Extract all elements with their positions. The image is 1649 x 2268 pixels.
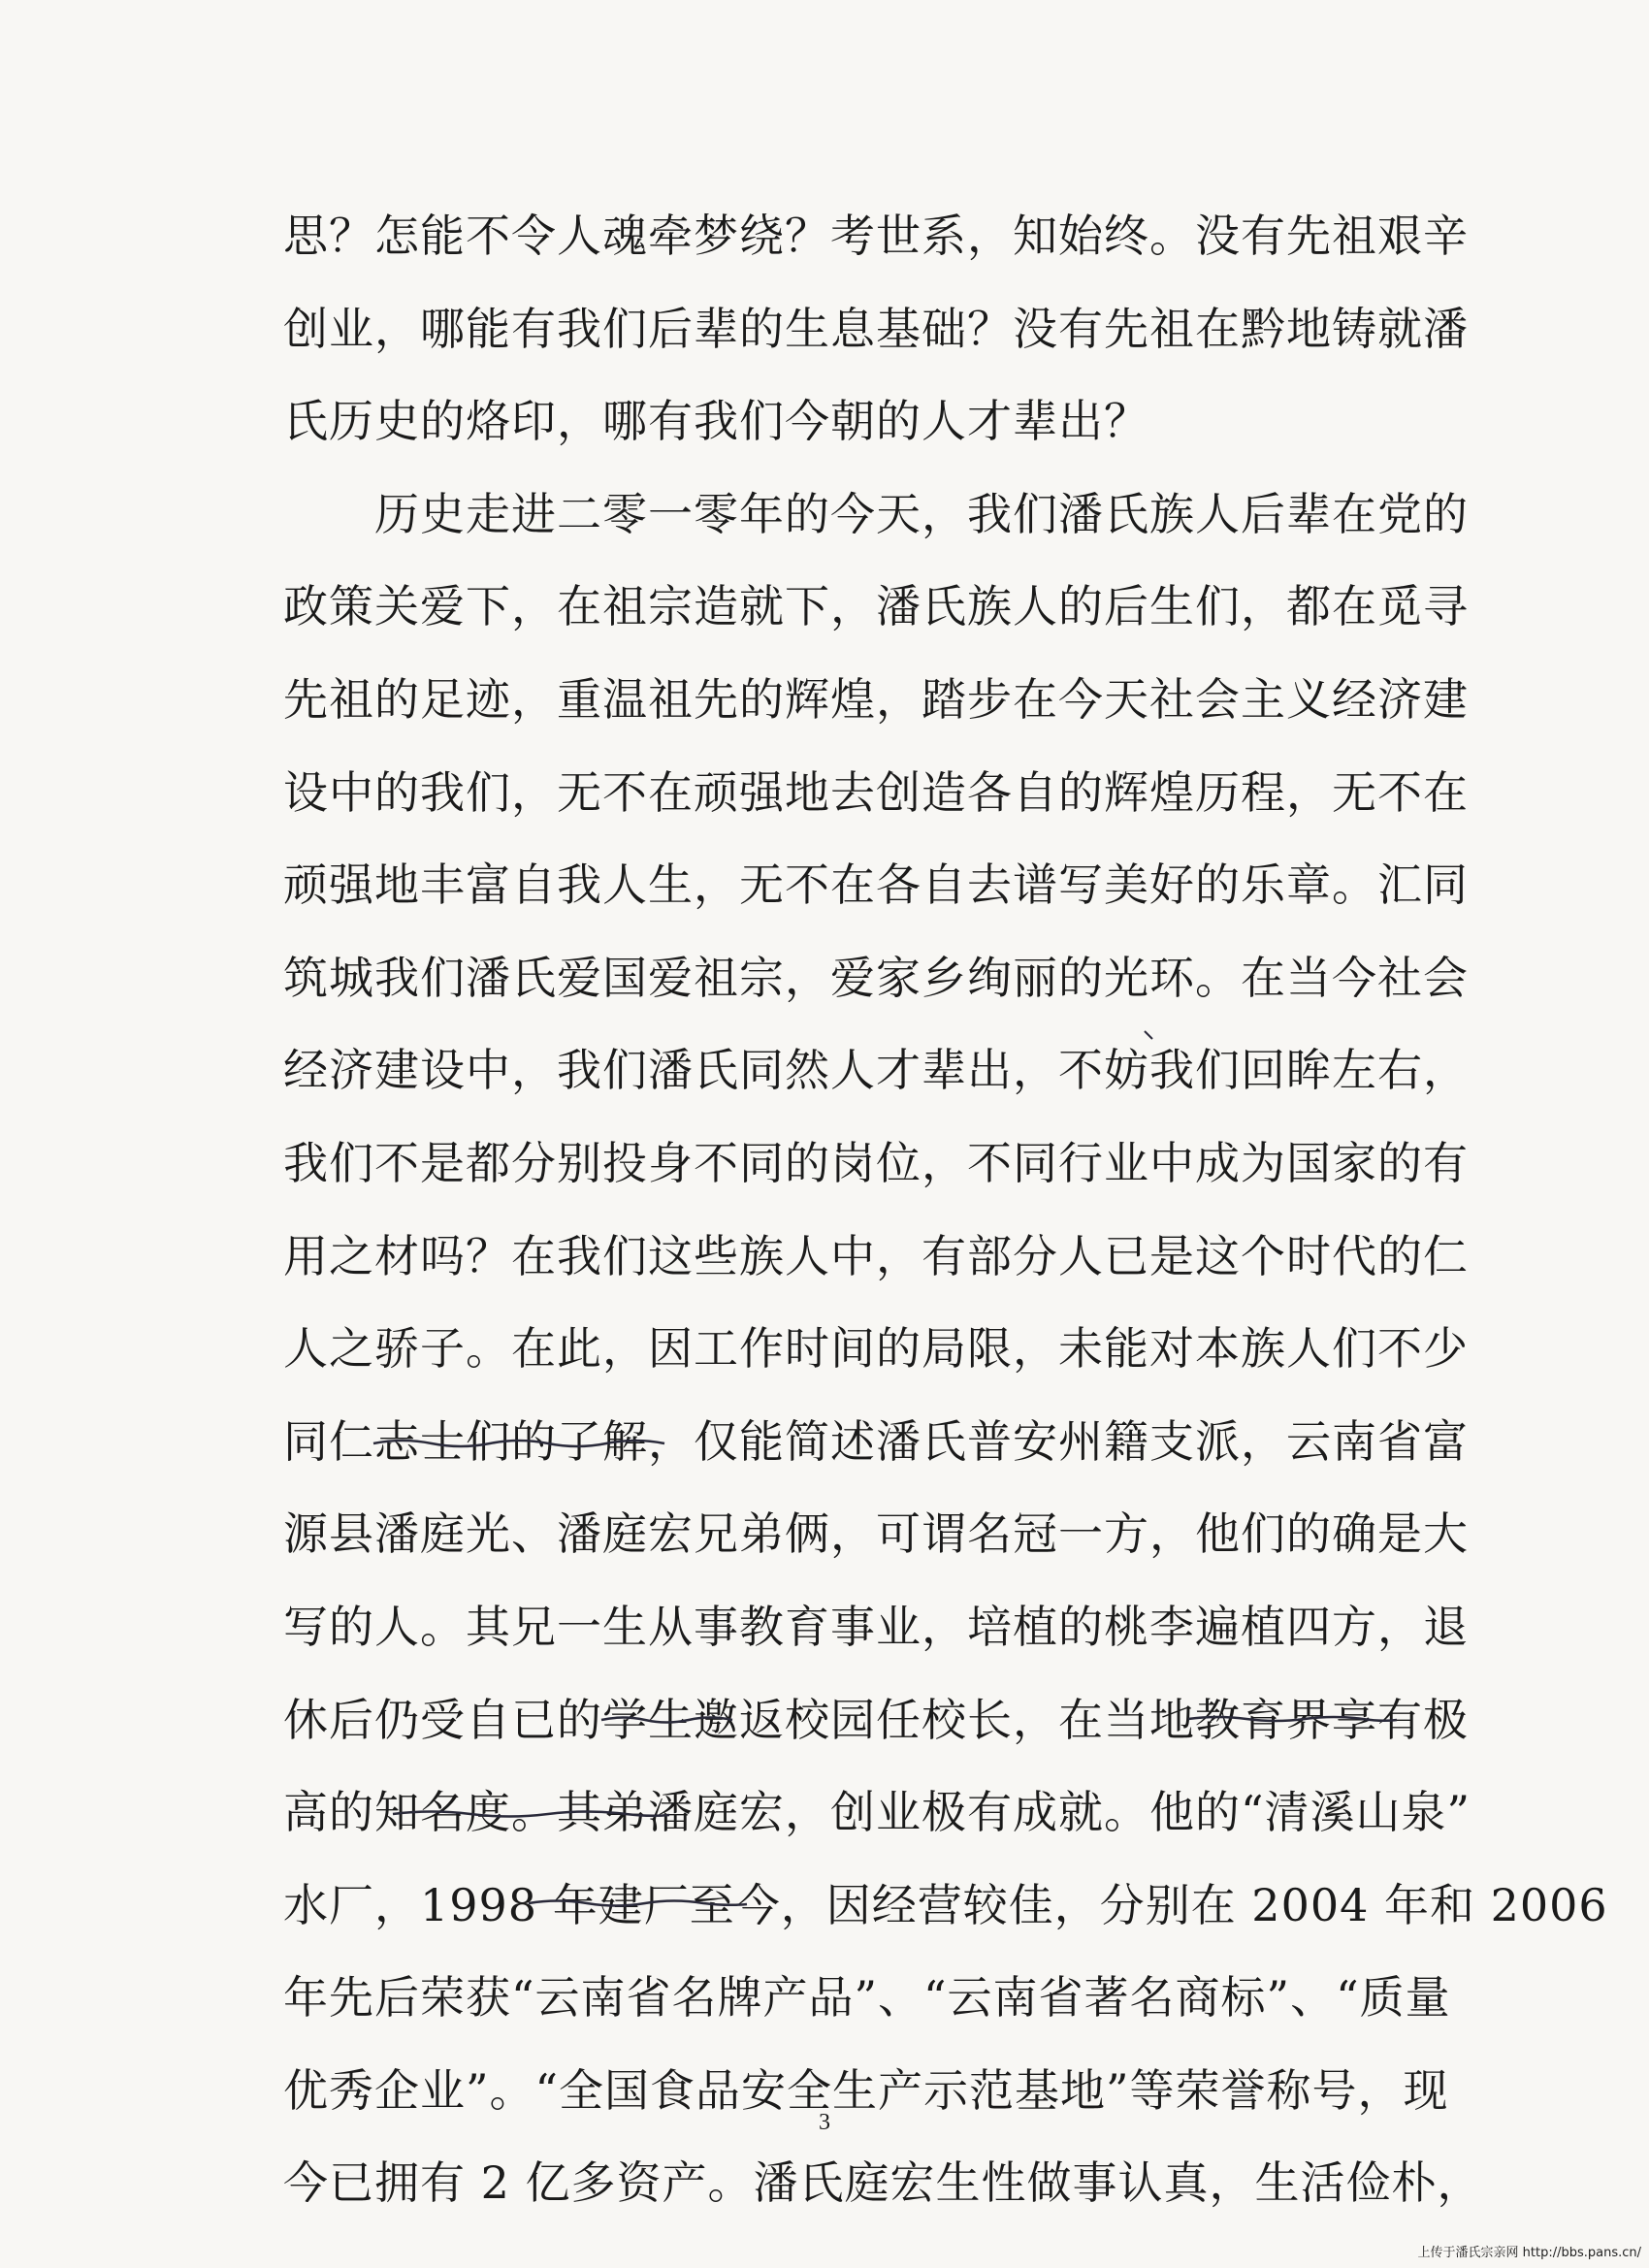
text-line: 用之材吗？在我们这些族人中，有部分人已是这个时代的仁: [283, 1229, 1469, 1282]
text-line: 高的知名度。其弟潘庭宏，创业极有成就。他的“清溪山泉”: [283, 1786, 1471, 1839]
text-line: 优秀企业”。“全国食品安全生产示范基地”等荣誉称号，现: [283, 2063, 1449, 2117]
text-line: 同仁志士们的了解，仅能简述潘氏普安州籍支派，云南省富: [283, 1414, 1469, 1468]
watermark: 上传于潘氏宗亲网 http://bbs.pans.cn/: [1417, 2246, 1641, 2260]
text-line: 先祖的足迹，重温祖先的辉煌，踏步在今天社会主义经济建: [283, 672, 1469, 726]
text-line: 人之骄子。在此，因工作时间的局限，未能对本族人们不少: [283, 1322, 1469, 1376]
page-number: 3: [819, 2110, 830, 2135]
text-line: 设中的我们，无不在顽强地去创造各自的辉煌历程，无不在: [283, 765, 1469, 819]
text-line: 水厂，1998 年建厂至今，因经营较佳，分别在 2004 年和 2006: [283, 1878, 1608, 1931]
text-line: 我们不是都分别投身不同的岗位，不同行业中成为国家的有: [283, 1136, 1469, 1189]
body-text: [283, 190, 1608, 2230]
text-line: 写的人。其兄一生从事教育事业，培植的桃李遍植四方，退: [283, 1600, 1469, 1653]
text-line: 政策关爱下，在祖宗造就下，潘氏族人的后生们，都在觅寻: [283, 580, 1469, 633]
text-line: 氏历史的烙印，哪有我们今朝的人才辈出？: [283, 395, 1149, 448]
text-line: 顽强地丰富自我人生，无不在各自去谱写美好的乐章。汇同: [283, 859, 1469, 912]
text-line: 休后仍受自已的学生邀返校园任校长，在当地教育界享有极: [283, 1693, 1469, 1746]
text-line: 筑城我们潘氏爱国爱祖宗，爱家乡绚丽的光环。在当今社会: [283, 951, 1469, 1004]
text-line: 历史走进二零一零年的今天，我们潘氏族人后辈在党的: [283, 487, 1469, 540]
text-line: 源县潘庭光、潘庭宏兄弟俩，可谓名冠一方，他们的确是大: [283, 1507, 1469, 1561]
text-line: 经济建设中，我们潘氏同然人才辈出，不妨我们回眸左右，: [283, 1044, 1469, 1097]
text-line: 创业，哪能有我们后辈的生息基础？没有先祖在黔地铸就潘: [283, 302, 1469, 355]
text-line: 今已拥有 2 亿多资产。潘氏庭宏生性做事认真，生活俭朴，: [283, 2156, 1483, 2210]
text-line: 思？怎能不令人魂牵梦绕？考世系，知始终。没有先祖艰辛: [283, 210, 1469, 262]
text-line: 年先后荣获“云南省名牌产品”、“云南省著名商标”、“质量: [283, 1971, 1451, 2025]
